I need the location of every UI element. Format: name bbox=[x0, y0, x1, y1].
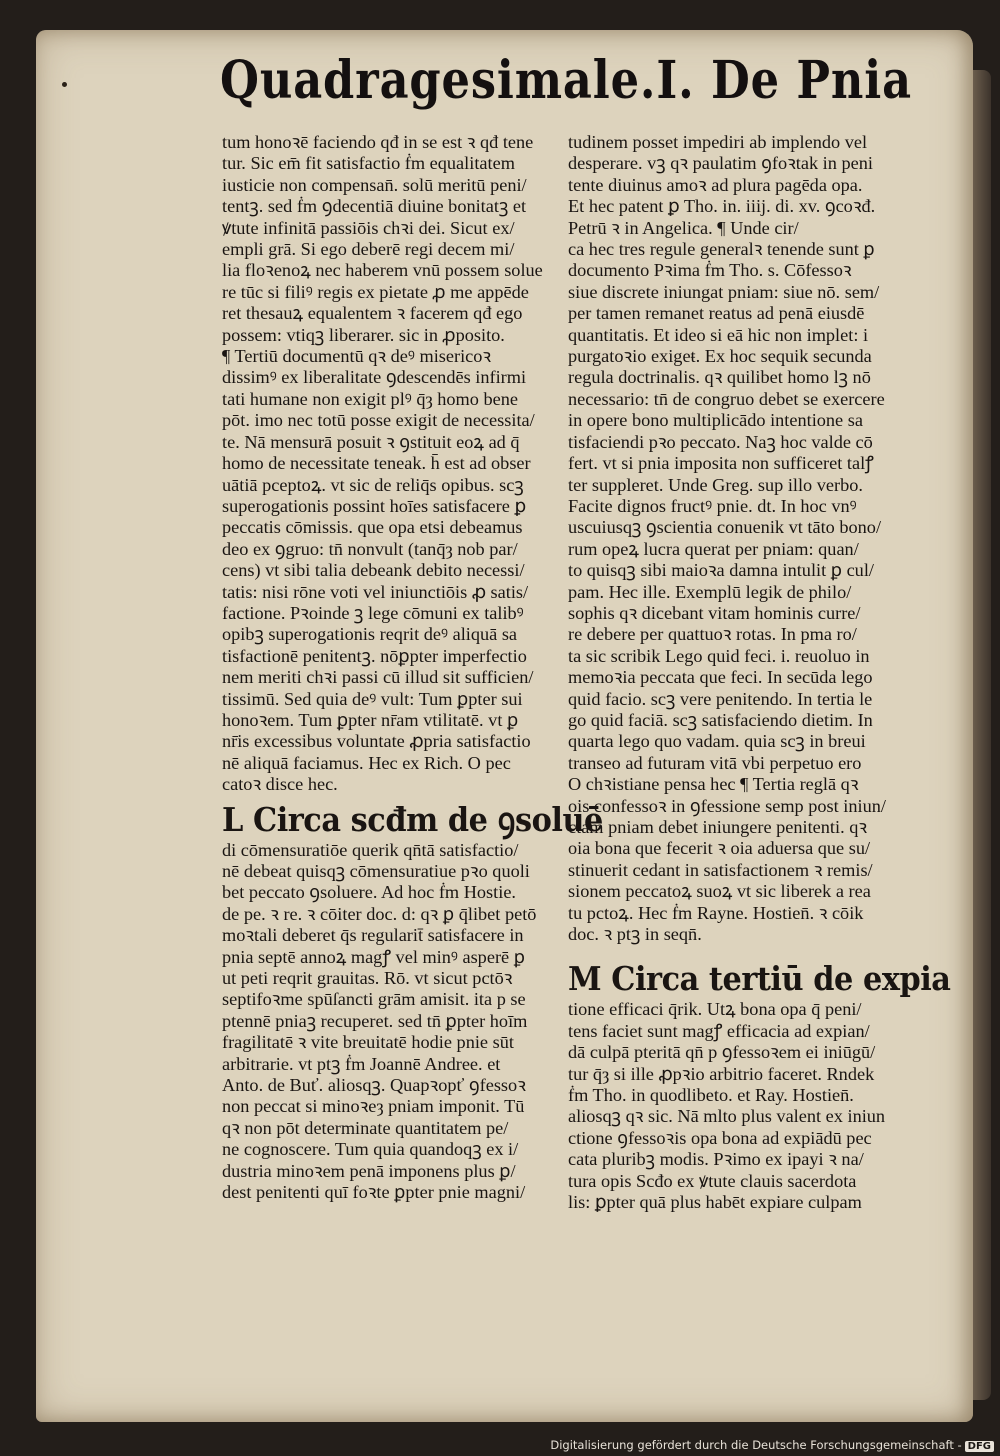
text-line: fert. vt si pnia imposita non sufficeret talꝭ bbox=[568, 453, 874, 474]
right-column bbox=[568, 132, 951, 1214]
text-line: non peccat si minoꝛeȝ pniam imponit. Tū bbox=[222, 1096, 525, 1117]
text-line: tione efficaci q̄rik. Utꝝ bona opa q̄ peni/ bbox=[568, 999, 862, 1020]
text-line: re tūc si filiꝰ regis ex pietate ꝓ me appēde bbox=[222, 281, 529, 302]
text-line: cata pluribꝫ modis. Pꝛimo ex ipayi ꝛ na/ bbox=[568, 1149, 864, 1170]
text-line: Anto. de Buť. aliosqꝫ. Quapꝛopť ꝯfessoꝛ bbox=[222, 1075, 526, 1096]
text-line: re debere per quattuoꝛ rotas. In pma ro/ bbox=[568, 624, 857, 645]
text-line: tente diuinus amoꝛ ad plura pagēda opa. bbox=[568, 174, 863, 195]
right-text-block-2 bbox=[568, 999, 930, 1213]
text-line: nē debeat quisqꝫ cōmensuratiue pꝛo quoli bbox=[222, 861, 530, 881]
text-line: tum honoꝛē faciendo qđ in se est ꝛ qđ tene bbox=[222, 132, 534, 152]
text-line: arbitrarie. vt ptꝫ ḟm Joannē Andree. et bbox=[222, 1053, 501, 1074]
text-line: tati humane non exigit plꝰ q̄ȝ homo bene bbox=[222, 388, 518, 409]
text-line: uātiā pceptoꝝ. vt sic de reliq̄s opibus. scꝫ bbox=[222, 474, 524, 495]
text-line: ptennē pniaꝫ recuperet. sed tn̄ ꝑpter hoīm bbox=[222, 1010, 528, 1031]
text-line: catoꝛ disce hec. bbox=[222, 774, 338, 795]
text-line: regula doctrinalis. qꝛ quilibet homo lꝫ nō bbox=[568, 367, 871, 388]
text-line: quid facio. scꝫ vere penitendo. In tertia le bbox=[568, 688, 873, 709]
text-line: tur. Sic em̄ fit satisfactio ḟm equalitatem bbox=[222, 153, 515, 174]
text-line: pōt. imo nec totū posse exigit de necessita/ bbox=[222, 410, 535, 431]
text-line: lia floꝛenoꝝ nec haberem vnū possem solue bbox=[222, 260, 543, 281]
text-line: pnia septē annoꝝ magꝭ vel minꝰ asperē ꝑ bbox=[222, 946, 525, 967]
text-line: opibꝫ superogationis reqrit deꝰ aliquā sa bbox=[222, 624, 518, 645]
text-line: septifoꝛme spūſancti grām amisit. ita p se bbox=[222, 989, 526, 1010]
text-line: deo ex ꝯgruo: tn̄ nonvult (tanq̄ȝ nob par/ bbox=[222, 538, 518, 559]
text-line: pam. Hec ille. Exemplū legik de philo/ bbox=[568, 581, 852, 602]
text-line: lis: ꝑpter quā plus habēt expiare culpam bbox=[568, 1192, 862, 1213]
text-line: purgatoꝛio exigeŧ. Ex hoc sequik secunda bbox=[568, 346, 872, 367]
text-line: de pe. ꝛ re. ꝛ cōiter doc. d: qꝛ ꝑ q̄libet petō bbox=[222, 903, 537, 924]
right-section-heading: M Circa tertiū de expia bbox=[568, 959, 951, 999]
text-line: cens) vt sibi talia debeank debito necessi/ bbox=[222, 560, 525, 581]
digitization-credit bbox=[550, 1438, 994, 1452]
text-line: qꝛ non pōt determinate quantitatem pe/ bbox=[222, 1117, 509, 1138]
text-line: desperare. vꝫ qꝛ paulatim ꝯfoꝛtak in peni bbox=[568, 153, 873, 174]
text-line: nē aliquā faciamus. Hec ex Rich. O pec bbox=[222, 752, 511, 773]
text-line: memoꝛia peccata que feci. In secūda lego bbox=[568, 667, 873, 688]
text-line: empli grā. Si ego deberē regi decem mi/ bbox=[222, 239, 515, 260]
dfg-logo: DFG bbox=[965, 1441, 994, 1452]
text-line: aliosqꝫ qꝛ sic. Nā mlto plus valent ex iniun bbox=[568, 1106, 886, 1127]
text-line: uscuiusqꝫ ꝯscientia conuenik vt tāto bono/ bbox=[568, 517, 882, 538]
text-line: nem meriti chꝛi passi cū illud sit sufficien/ bbox=[222, 667, 534, 688]
text-line: tudinem posset impediri ab implendo vel bbox=[568, 132, 868, 152]
text-line: superogationis possint hoīes satisfacere ꝑ bbox=[222, 495, 527, 516]
text-line: honoꝛem. Tum ꝑpter nr̄am vtilitatē. vt ꝑ bbox=[222, 709, 519, 730]
text-line: peccatis cōmissis. que opa etsi debeamus bbox=[222, 517, 523, 538]
text-line: necessario: tn̄ de congruo debet se exercere bbox=[568, 388, 885, 409]
text-line: dā culpā pteritā qn̄ p ꝯfessoꝛem ei iniūgū/ bbox=[568, 1042, 876, 1063]
text-line: tisfaciendi pꝛo peccato. Naꝫ hoc valde cō bbox=[568, 431, 873, 452]
text-line: sionem peccatoꝝ suoꝝ vt sic liberek a rea bbox=[568, 881, 871, 902]
text-line: bet peccato ꝯsoluere. Ad hoc ḟm Hostie. bbox=[222, 882, 517, 903]
text-line: Petrū ꝛ in Angelica. ¶ Unde cir/ bbox=[568, 217, 799, 238]
text-line: ta sic scribik Lego quid feci. i. reuoluo in bbox=[568, 645, 870, 666]
text-line: tentꝫ. sed ḟm ꝯdecentiā diuine bonitatꝫ et bbox=[222, 196, 527, 217]
left-text-block-1 bbox=[222, 132, 557, 796]
text-line: O chꝛistiane pensa hec ¶ Tertia reglā qꝛ bbox=[568, 774, 859, 795]
text-line: ois confessoꝛ in ꝯfessione semp post iniun/ bbox=[568, 795, 886, 816]
text-line: go quid faciā. scꝫ satisfaciendo dietim. In bbox=[568, 709, 873, 730]
text-line: fragilitatē ꝛ vite breuitatē hodie pnie sūt bbox=[222, 1032, 514, 1053]
text-line: tura opis Scđo ex ꝟtute clauis sacerdota bbox=[568, 1170, 857, 1191]
ink-spot bbox=[62, 82, 67, 87]
text-line: te. Nā mensurā posuit ꝛ ꝯstituit eoꝝ ad q̄ bbox=[222, 431, 520, 452]
credit-text: Digitalisierung gefördert durch die Deutsche Forschungsgemeinschaft - bbox=[550, 1438, 962, 1452]
text-line: di cōmensuratiōe querik qn̄tā satisfactio/ bbox=[222, 839, 519, 860]
left-text-block-2 bbox=[222, 840, 557, 1204]
page-edge bbox=[973, 70, 991, 1400]
text-line: rum opeꝝ lucra querat per pniam: quan/ bbox=[568, 538, 859, 559]
text-line: transeo ad futuram vitā vbi perpetuo ero bbox=[568, 752, 862, 773]
text-line: homo de necessitate teneak. h̄ est ad obser bbox=[222, 453, 531, 474]
text-line: ꝟtute infinitā passiōis chꝛi dei. Sicut ex/ bbox=[222, 217, 515, 238]
text-line: ¶ Tertiū documentū qꝛ deꝰ misericoꝛ bbox=[222, 346, 492, 367]
text-line: dustria minoꝛem penā imponens plus ꝑ/ bbox=[222, 1160, 516, 1181]
text-line: quantitatis. Et ideo si eā hic non implet: i bbox=[568, 324, 869, 345]
text-line: dissimꝰ ex liberalitate ꝯdescendēs infirmi bbox=[222, 367, 527, 388]
text-line: tur q̄ȝ si ille ꝓpꝛio arbitrio faceret. Rndek bbox=[568, 1063, 875, 1084]
text-line: tens faciet sunt magꝭ efficacia ad expian/ bbox=[568, 1020, 870, 1041]
text-line: sophis qꝛ dicebant vitam hominis curre/ bbox=[568, 602, 861, 623]
text-line: ḟm Tho. in quodlibeto. et Ray. Hostien̄. bbox=[568, 1085, 854, 1106]
text-line: tisfactionē penitentꝫ. nōꝑpter imperfectio bbox=[222, 645, 527, 666]
text-line: ne cognoscere. Tum quia quandoqꝫ ex i/ bbox=[222, 1139, 519, 1160]
text-line: documento Pꝛima ḟm Tho. s. Cōfessoꝛ bbox=[568, 260, 852, 281]
text-line: tatis: nisi rōne voti vel iniunctiōis ꝓ satis/ bbox=[222, 581, 529, 602]
text-line: oia bona que fecerit ꝛ oia aduersa que su/ bbox=[568, 838, 871, 859]
text-line: moꝛtali deberet q̄s regularit̄ satisfacere in bbox=[222, 925, 524, 946]
text-line: possem: vtiqꝫ liberarer. sic in ꝓposito. bbox=[222, 324, 505, 345]
left-section-heading: L Circa scđm de ꝯsoluē bbox=[222, 799, 603, 839]
text-line: ut peti reqrit grauitas. Rō. vt sicut pctōꝛ bbox=[222, 968, 513, 989]
running-header: Quadragesimale.I. De Pnia bbox=[220, 50, 912, 111]
text-line: stinuerit cedant in satisfactionem ꝛ remis/ bbox=[568, 859, 873, 880]
text-line: ter suppleret. Unde Greg. sup illo verbo. bbox=[568, 474, 863, 495]
text-line: quarta lego quo vadam. quia scꝫ in breui bbox=[568, 731, 866, 752]
text-line: per tamen remanet reatus ad penā eiusdē bbox=[568, 303, 865, 324]
text-line: in opere bono multiplicādo intentione sa bbox=[568, 410, 863, 431]
text-line: ctam pniam debet iniungere penitenti. qꝛ bbox=[568, 817, 868, 837]
text-line: nr̄is excessibus voluntate ꝓpria satisfactio bbox=[222, 731, 531, 752]
text-line: tu pctoꝝ. Hec ḟm Rayne. Hostien̄. ꝛ cōik bbox=[568, 902, 864, 923]
right-text-block-1 bbox=[568, 132, 930, 945]
text-line: ret thesauꝝ equalentem ꝛ facerem qđ ego bbox=[222, 303, 523, 324]
text-line: iusticie non compensan̄. solū meritū peni/ bbox=[222, 174, 527, 195]
text-line: siue discrete iniungat pniam: siue nō. sem/ bbox=[568, 281, 880, 302]
text-line: dest penitenti quī foꝛte ꝑpter pnie magni/ bbox=[222, 1182, 526, 1203]
text-line: ca hec tres regule generalꝛ tenende sunt ꝑ bbox=[568, 239, 875, 260]
left-column bbox=[222, 132, 603, 1204]
text-line: to quisqꝫ sibi maioꝛa damna intulit ꝑ cul/ bbox=[568, 560, 874, 581]
text-line: tissimū. Sed quia deꝰ vult: Tum ꝑpter sui bbox=[222, 688, 523, 709]
text-line: doc. ꝛ ptꝫ in seqn̄. bbox=[568, 924, 702, 945]
text-line: factione. Pꝛoinde ꝫ lege cōmuni ex talibꝰ bbox=[222, 602, 524, 623]
text-line: Et hec patent ꝑ Tho. in. iiij. di. xv. ꝯcoꝛđ. bbox=[568, 196, 876, 217]
text-line: Facite dignos fructꝰ pnie. dt. In hoc vnꝰ bbox=[568, 495, 857, 516]
text-line: ctione ꝯfessoꝛis opa bona ad expiādū pec bbox=[568, 1127, 872, 1148]
